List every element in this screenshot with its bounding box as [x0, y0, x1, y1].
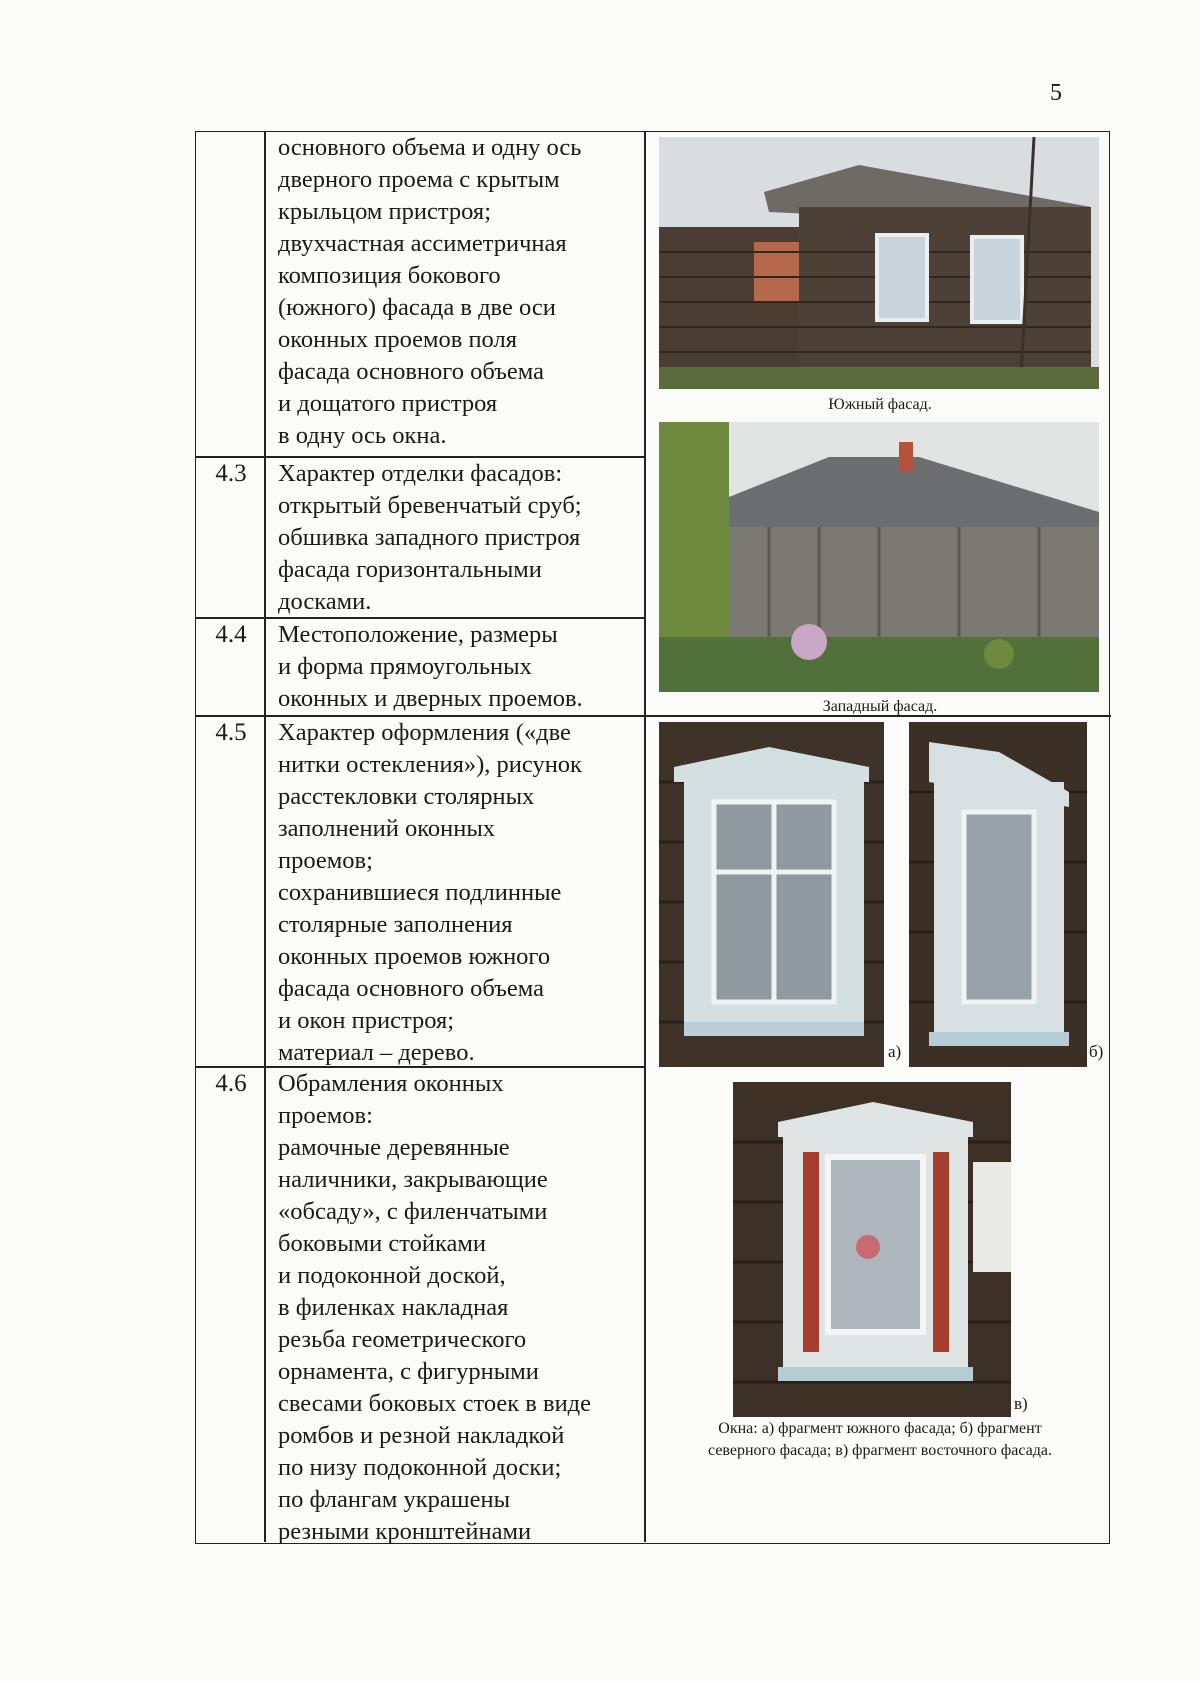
column-divider-2 — [644, 132, 646, 1542]
row-text-4-5: Характер оформления («две нитки остекления»), рисунок расстекловки столярных заполнений оконных проемов; сохранившиеся подлинные столярные заполнения оконных проемов южного фасада основного объема и окон пристроя; материал – дерево. — [278, 719, 582, 1066]
photo-label-b: б) — [1089, 1042, 1104, 1061]
west-facade-photo — [659, 422, 1099, 692]
row-text-4-4: Местоположение, размеры и форма прямоугольных оконных и дверных проемов. — [278, 621, 583, 712]
photo-label-c: в) — [1014, 1394, 1028, 1413]
row-number: 4.4 — [215, 621, 247, 648]
page-number: 5 — [1050, 80, 1062, 106]
caption-windows: Окна: а) фрагмент южного фасада; б) фрагмент северного фасада; в) фрагмент восточного фасада. — [708, 1420, 1052, 1459]
row-number: 4.3 — [215, 460, 247, 487]
properties-table — [195, 131, 1110, 1544]
row-text-4-6: Обрамления оконных проемов: рамочные деревянные наличники, закрывающие «обсаду», с филенчатыми боковыми стойками и подоконной доской, в филенках накладная резьба геометрического орнамента, с фигурными свесами боковых стоек в виде ромбов и резной накладкой по низу подоконной доски; по флангам украшены резными кронштейнами — [278, 1070, 592, 1545]
window-photo-b — [909, 722, 1087, 1067]
row-text-4-3: Характер отделки фасадов: открытый бревенчатый сруб; обшивка западного пристроя фасада горизонтальными досками. — [278, 460, 582, 615]
column-divider-1 — [264, 132, 266, 1542]
row-text-continuation: основного объема и одну ось дверного проема с крытым крыльцом пристроя; двухчастная ассиметричная композиция бокового (южного) фасада в две оси оконных проемов поля фасада основного объема и дощатого пристроя в одну ось окна. — [278, 134, 582, 449]
row-number: 4.6 — [215, 1070, 247, 1097]
window-photo-a — [659, 722, 884, 1067]
caption-west-facade: Западный фасад. — [822, 698, 938, 715]
window-photo-c — [733, 1082, 1011, 1417]
row-number: 4.5 — [215, 719, 247, 746]
photo-label-a: а) — [888, 1042, 902, 1061]
south-facade-photo — [659, 137, 1099, 389]
caption-south-facade: Южный фасад. — [828, 396, 932, 413]
